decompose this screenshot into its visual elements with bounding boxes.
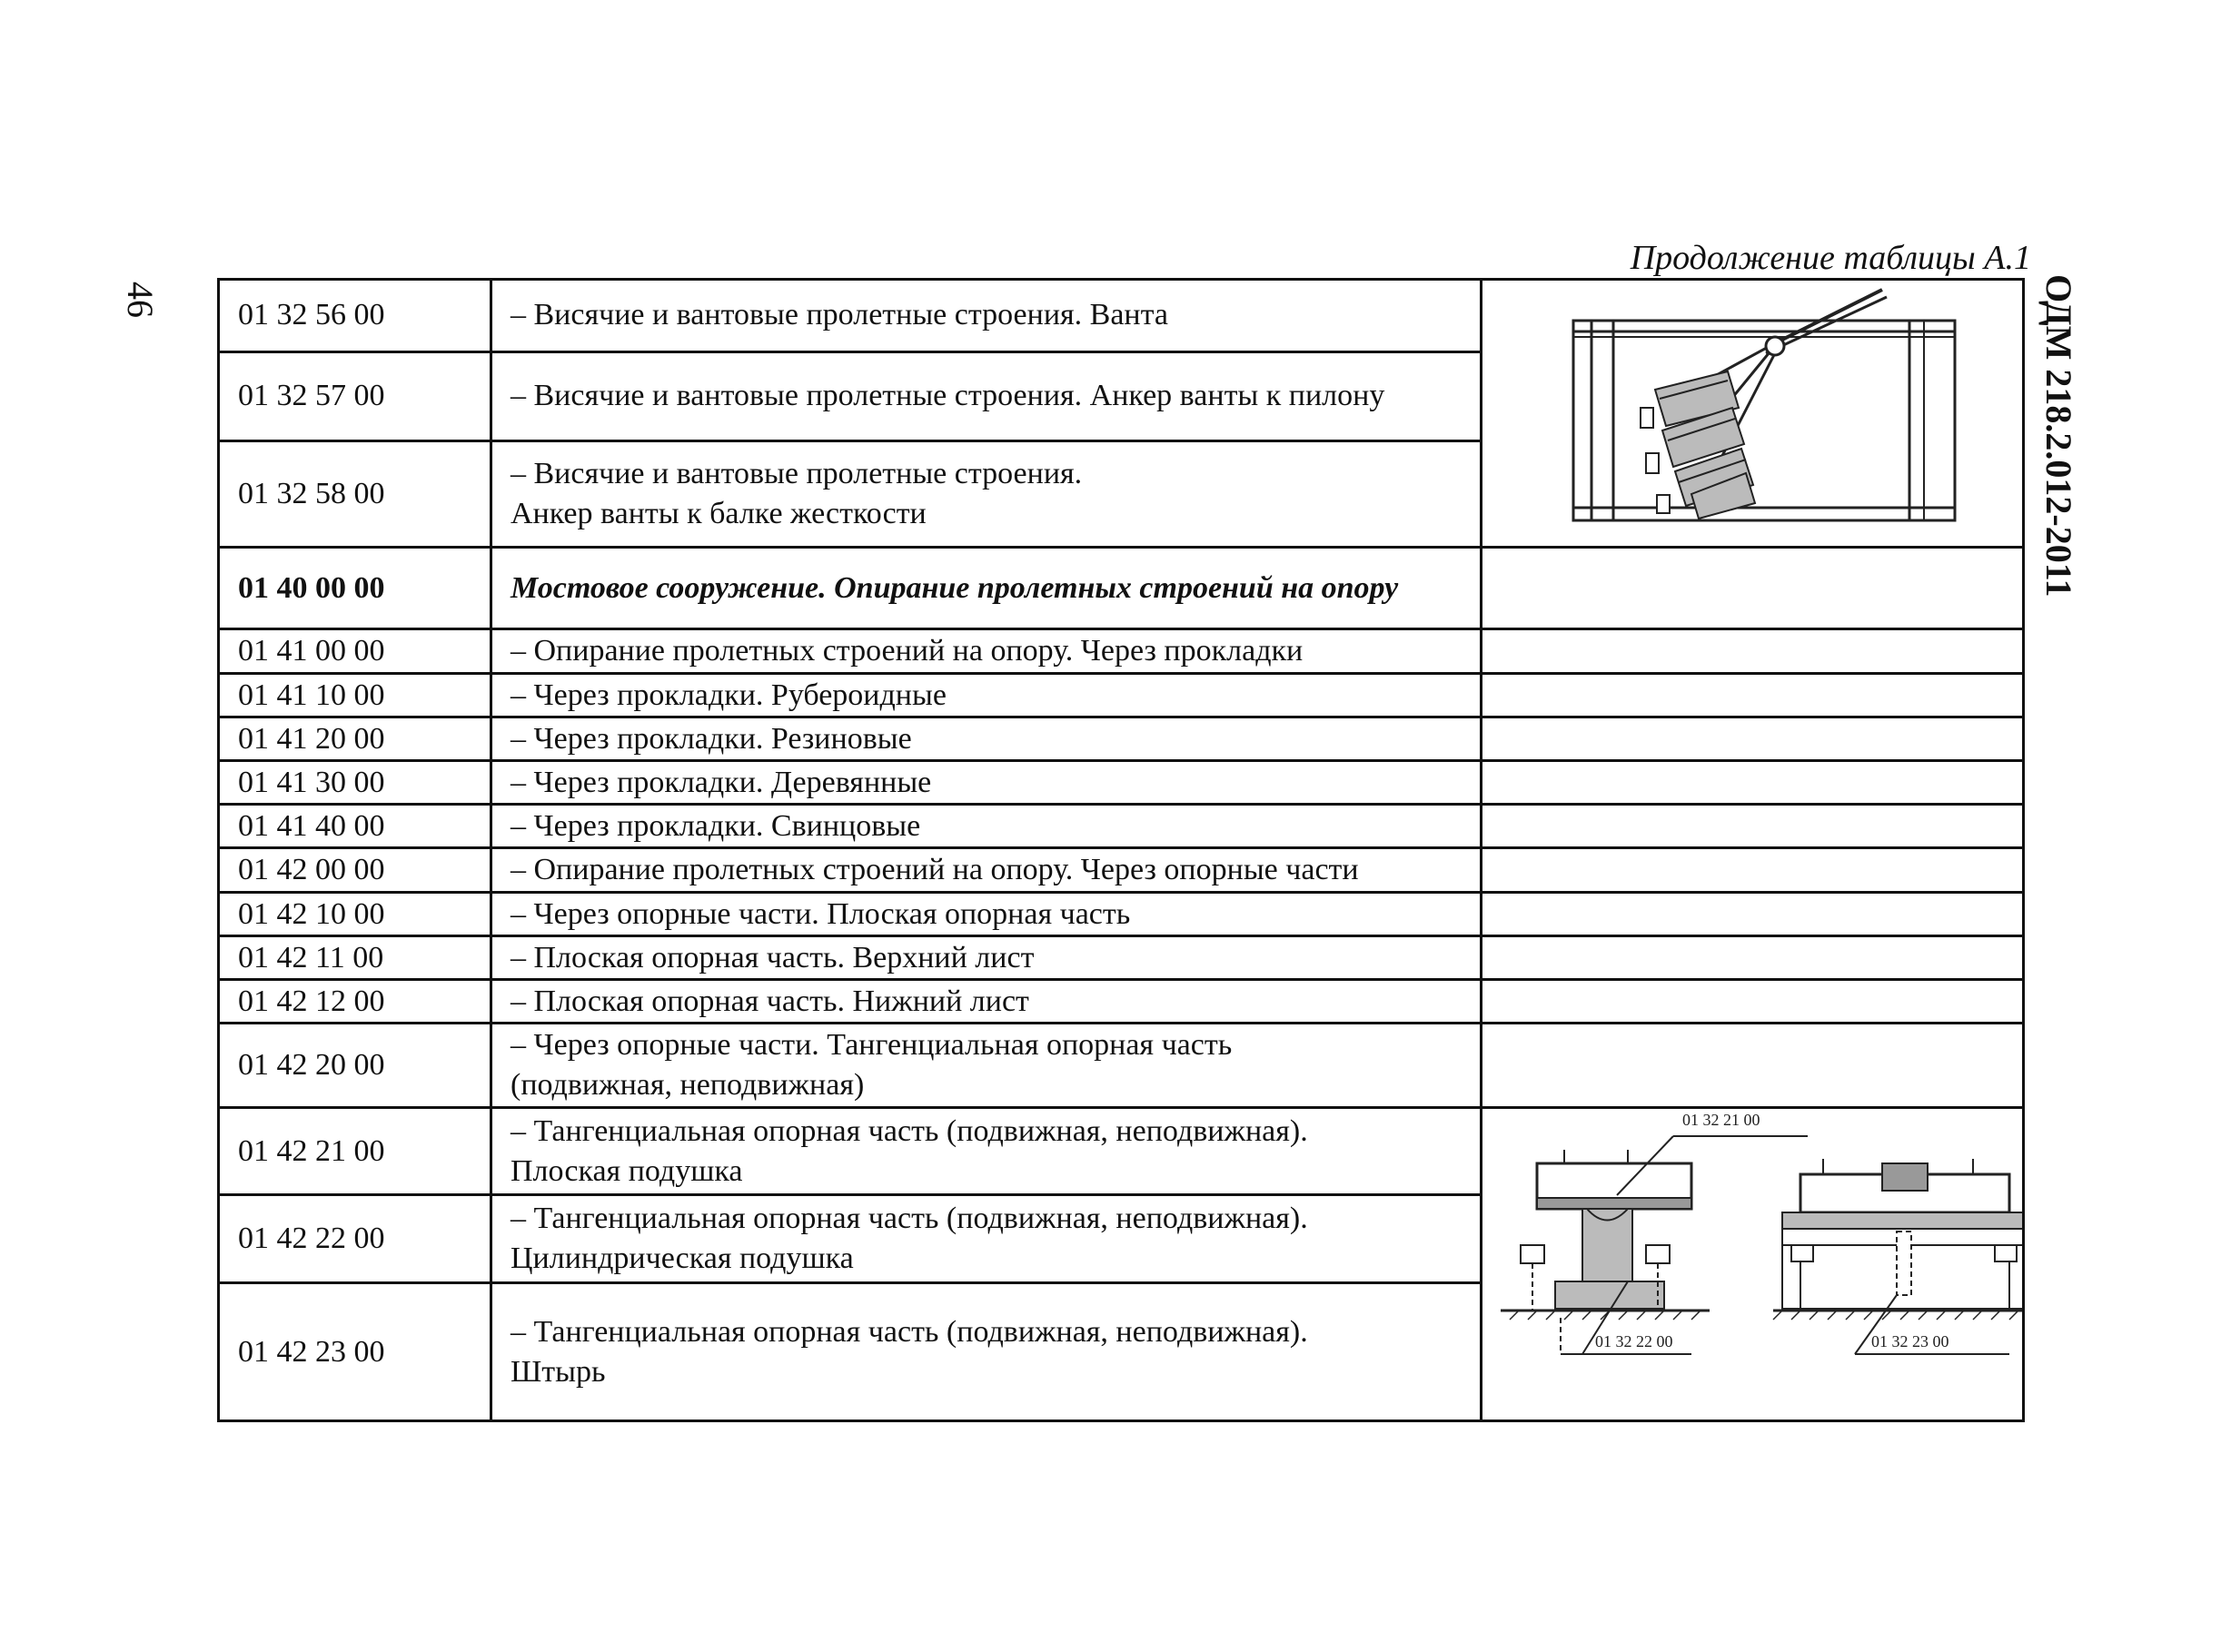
table-row (219, 280, 2024, 352)
cable-anchor-image-cell (1482, 280, 2024, 548)
row-description: – Опирание пролетных строений на опору. Через прокладки (491, 629, 1482, 674)
row-code: 01 32 58 00 (219, 440, 491, 547)
table-row (219, 548, 2024, 629)
table-row (219, 1024, 2024, 1108)
row-description: – Через прокладки. Деревянные (491, 761, 1482, 805)
callout-label-right: 01 32 23 00 (1871, 1332, 1949, 1350)
table-row (219, 805, 2024, 848)
image-cell-empty (1482, 805, 2024, 848)
row-description: Мостовое сооружение. Опирание пролетных строений на опору (491, 548, 1482, 629)
row-code: 01 32 56 00 (219, 280, 491, 352)
row-code: 01 41 30 00 (219, 761, 491, 805)
page-number: 46 (120, 282, 161, 318)
row-description: – Через опорные части. Плоская опорная часть (491, 893, 1482, 936)
table-row (219, 1108, 2024, 1195)
image-cell-empty (1482, 674, 2024, 717)
bearing-image-cell (1482, 1108, 2024, 1421)
row-description: – Через опорные части. Тангенциальная опорная часть (подвижная, неподвижная) (491, 1024, 1482, 1108)
row-description: – Опирание пролетных строений на опору. Через опорные части (491, 848, 1482, 893)
row-description: – Через прокладки. Свинцовые (491, 805, 1482, 848)
row-code: 01 42 20 00 (219, 1024, 491, 1108)
row-description: – Тангенциальная опорная часть (подвижная, неподвижная). Цилиндрическая подушка (491, 1195, 1482, 1283)
table-continuation-caption: Продолжение таблицы А.1 (1630, 239, 2031, 277)
row-code: 01 41 10 00 (219, 674, 491, 717)
row-description: – Висячие и вантовые пролетные строения. Ванта (491, 280, 1482, 352)
row-description: – Тангенциальная опорная часть (подвижная, неподвижная). Плоская подушка (491, 1108, 1482, 1195)
row-code: 01 42 00 00 (219, 848, 491, 893)
tangential-bearing-drawing (1501, 1109, 2024, 1409)
cable-anchor-drawing (1501, 281, 2024, 535)
table-row (219, 893, 2024, 936)
row-code: 01 42 21 00 (219, 1108, 491, 1195)
image-cell-empty (1482, 717, 2024, 761)
row-code: 01 42 10 00 (219, 893, 491, 936)
table-row (219, 674, 2024, 717)
row-code: 01 42 11 00 (219, 936, 491, 980)
image-cell-empty (1482, 893, 2024, 936)
row-code: 01 40 00 00 (219, 548, 491, 629)
image-cell-empty (1482, 980, 2024, 1024)
image-cell-empty (1482, 761, 2024, 805)
row-description: – Плоская опорная часть. Нижний лист (491, 980, 1482, 1024)
row-description: – Висячие и вантовые пролетные строения. Анкер ванты к пилону (491, 351, 1482, 440)
row-code: 01 42 12 00 (219, 980, 491, 1024)
table-row (219, 980, 2024, 1024)
image-cell-empty (1482, 629, 2024, 674)
table-row (219, 717, 2024, 761)
table-row (219, 761, 2024, 805)
image-cell-empty (1482, 848, 2024, 893)
callout-label-left: 01 32 22 00 (1595, 1332, 1673, 1350)
callout-label-top: 01 32 21 00 (1682, 1111, 1760, 1129)
image-cell-empty (1482, 1024, 2024, 1108)
classification-table (217, 278, 2025, 1422)
table-row (219, 848, 2024, 893)
row-code: 01 42 23 00 (219, 1283, 491, 1421)
row-code: 01 41 40 00 (219, 805, 491, 848)
image-cell-empty (1482, 548, 2024, 629)
row-description: – Плоская опорная часть. Верхний лист (491, 936, 1482, 980)
row-code: 01 41 00 00 (219, 629, 491, 674)
image-cell-empty (1482, 936, 2024, 980)
table-row (219, 629, 2024, 674)
row-code: 01 42 22 00 (219, 1195, 491, 1283)
row-description: – Через прокладки. Рубероидные (491, 674, 1482, 717)
table-row (219, 936, 2024, 980)
row-description: – Тангенциальная опорная часть (подвижная, неподвижная). Штырь (491, 1283, 1482, 1421)
document-code: ОДМ 218.2.012-2011 (2038, 274, 2079, 598)
row-code: 01 32 57 00 (219, 351, 491, 440)
row-description: – Висячие и вантовые пролетные строения. Анкер ванты к балке жесткости (491, 440, 1482, 547)
row-code: 01 41 20 00 (219, 717, 491, 761)
row-description: – Через прокладки. Резиновые (491, 717, 1482, 761)
